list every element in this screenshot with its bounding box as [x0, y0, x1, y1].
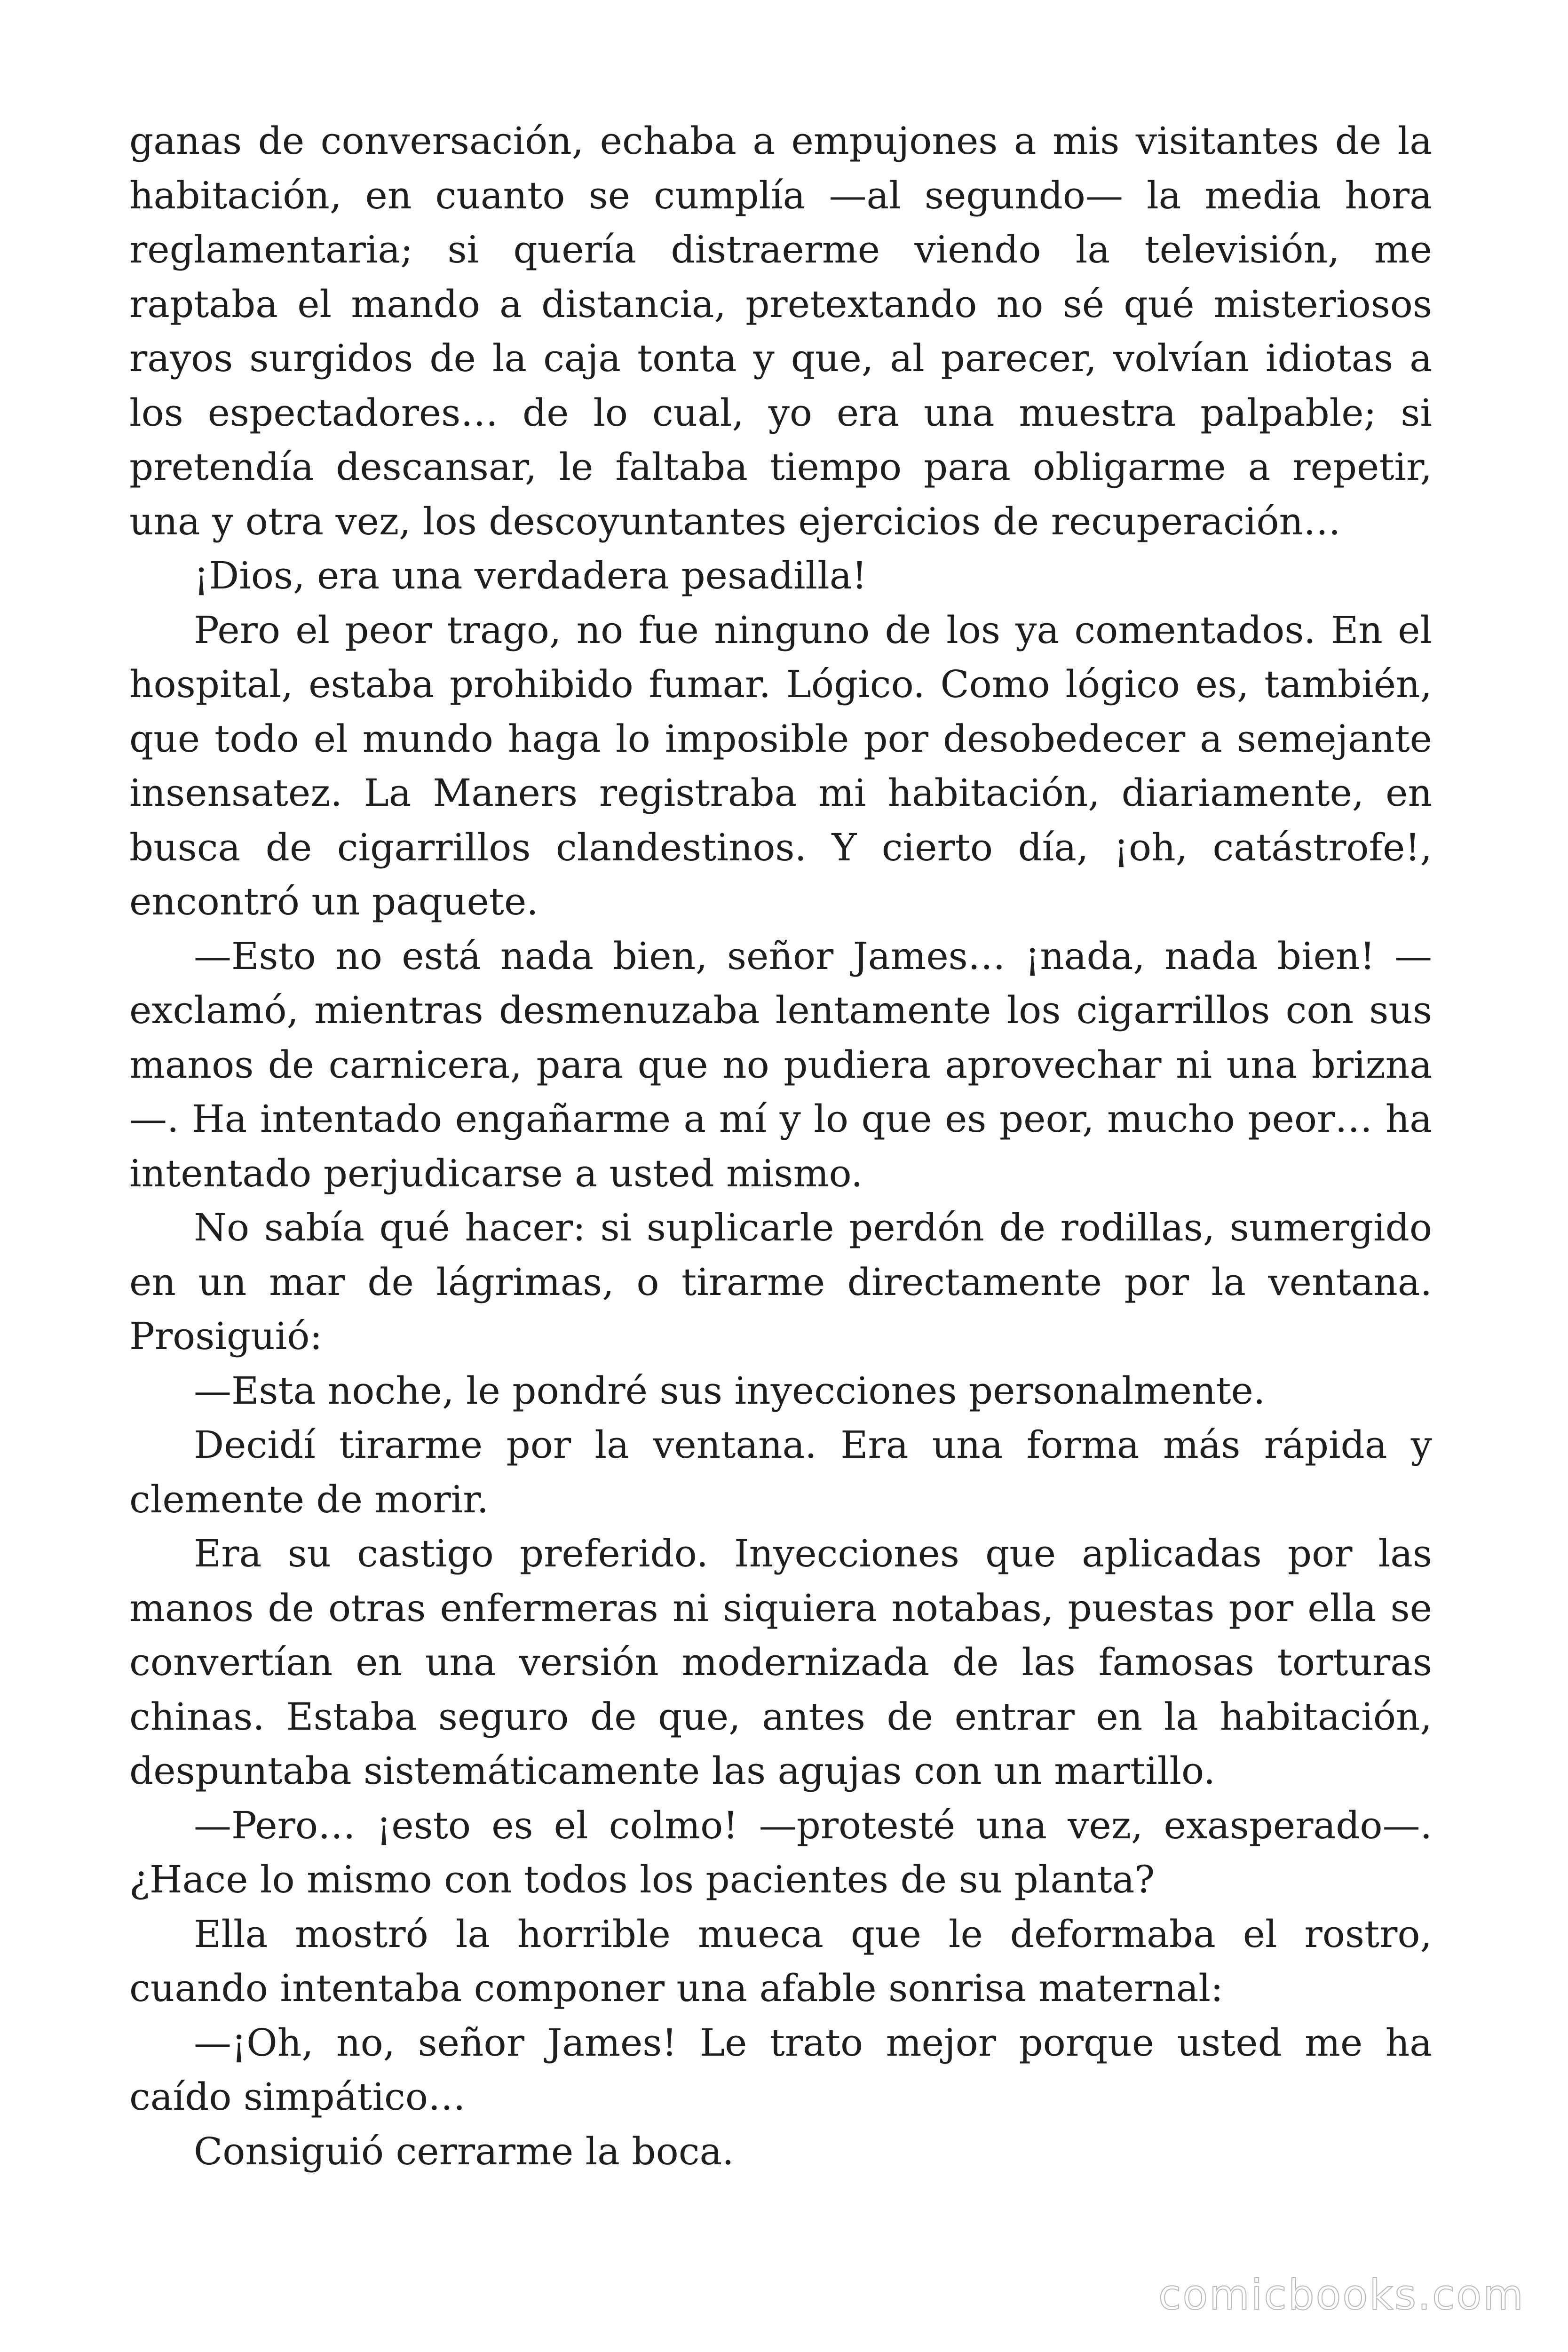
paragraph: Era su castigo preferido. Inyecciones que aplicadas por las manos de otras enfermeras ni siquiera notabas, puestas por ella se convertían en una versión modernizada de las famosas torturas chinas. Estaba seguro de que, antes de entrar en la habitación, despuntaba sistemáticamente las agujas con un martillo. — [129, 1532, 1432, 1793]
paragraph: ¡Dios, era una verdadera pesadilla! — [194, 554, 867, 597]
paragraph: ganas de conversación, echaba a empujones a mis visitantes de la habitación, en cuanto se cumplía —al segundo— la media hora reglamentaria; si quería distraerme viendo la televisión, me raptaba el mando a distancia, pretextando no sé qué misteriosos rayos surgidos de la caja tonta y que, al parecer, volvían idiotas a los espectadores… de lo cual, yo era una muestra palpable; si pretendía descansar, le faltaba tiempo para obligarme a repetir, una y otra vez, los descoyuntantes ejercicios de recuperación… — [129, 119, 1432, 543]
paragraph: No sabía qué hacer: si suplicarle perdón de rodillas, sumergido en un mar de lágrimas, o tirarme directamente por la ventana. Prosiguió: — [129, 1206, 1432, 1358]
paragraph: —¡Oh, no, señor James! Le trato mejor porque usted me ha caído simpático… — [129, 2020, 1432, 2119]
body-text — [129, 114, 1432, 2178]
paragraph: Consiguió cerrarme la boca. — [194, 2129, 734, 2173]
paragraph: —Esta noche, le pondré sus inyecciones personalmente. — [194, 1368, 1266, 1413]
paragraph: Decidí tirarme por la ventana. Era una forma más rápida y clemente de morir. — [129, 1423, 1432, 1521]
paragraph: Ella mostró la horrible mueca que le deformaba el rostro, cuando intentaba componer una afable sonrisa maternal: — [129, 1912, 1432, 2010]
paragraph: —Pero… ¡esto es el colmo! —protesté una vez, exasperado—. ¿Hace lo mismo con todos los pacientes de su planta? — [129, 1803, 1432, 1901]
watermark: comicbooks.com — [1158, 2271, 1525, 2319]
paragraph: —Esto no está nada bien, señor James… ¡nada, nada bien! —exclamó, mientras desmenuzaba lentamente los cigarrillos con sus manos de carnicera, para que no pudiera aprovechar ni una brizna —. Ha intentado engañarme a mí y lo que es peor, mucho peor… ha intentado perjudicarse a usted mismo. — [129, 934, 1432, 1195]
paragraph: Pero el peor trago, no fue ninguno de los ya comentados. En el hospital, estaba prohibido fumar. Lógico. Como lógico es, también, que todo el mundo haga lo imposible por desobedecer a semejante insensatez. La Maners registraba mi habitación, diariamente, en busca de cigarrillos clandestinos. Y cierto día, ¡oh, catástrofe!, encontró un paquete. — [129, 608, 1432, 923]
